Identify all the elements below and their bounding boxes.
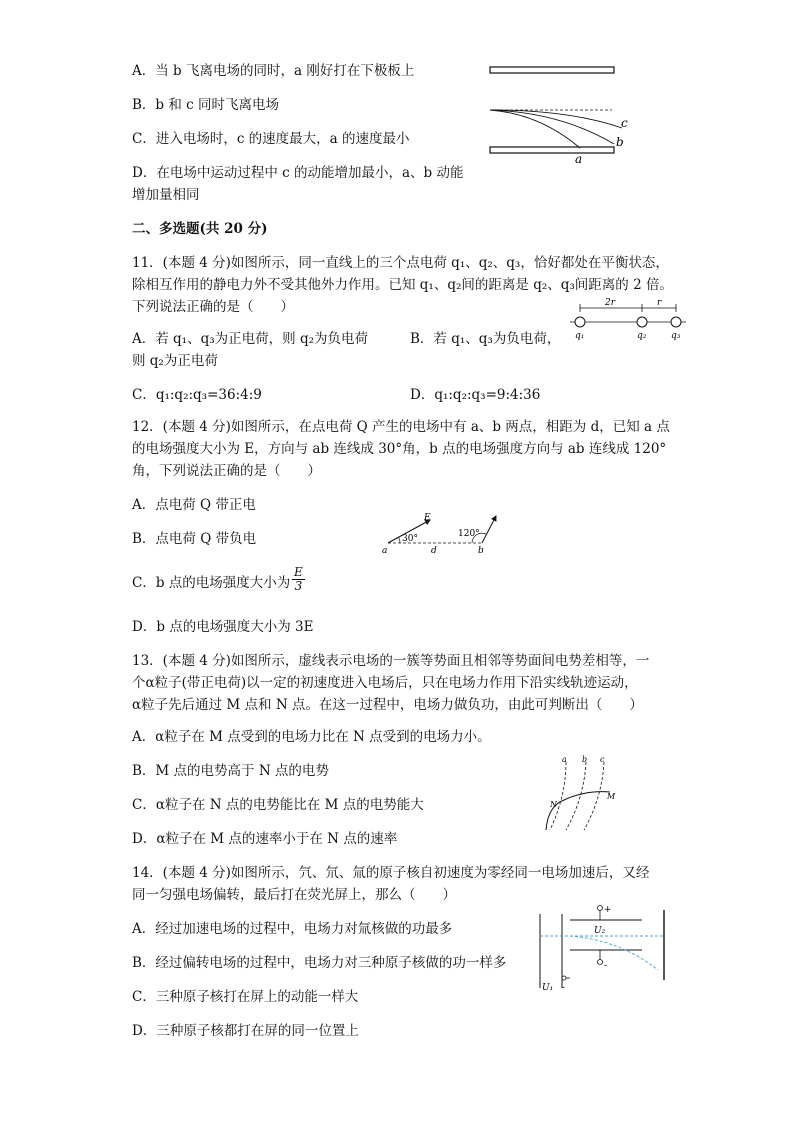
label-30: 30°: [402, 534, 418, 544]
label-U2: U₂: [594, 926, 606, 936]
label-2r: 2r: [605, 298, 616, 308]
q10-option-b: B．b 和 c 同时飞离电场: [132, 97, 279, 113]
q13-option-d: D．α粒子在 M 点的速率小于在 N 点的速率: [132, 831, 398, 847]
q11-option-b: B．若 q₁、q₃为负电荷，: [410, 331, 561, 347]
q14-option-d: D．三种原子核都打在屏的同一位置上: [132, 1023, 359, 1039]
q11-figure: [568, 296, 692, 342]
q10-option-c: C．进入电场时，c 的速度最大，a 的速度最小: [132, 131, 410, 147]
label-r: r: [657, 298, 662, 308]
label-a: a: [562, 755, 567, 764]
label-N: N: [550, 800, 557, 809]
q12-option-c: C．b 点的电场强度大小为: [132, 575, 291, 591]
q13-stem-2: 个α粒子(带正电荷)以一定的初速度进入电场后，只在电场力作用下沿实线轨迹运动，: [132, 675, 638, 691]
terminal-top: [598, 906, 603, 911]
q12-figure: [378, 508, 502, 556]
q13-option-c: C．α粒子在 N 点的电势能比在 M 点的电势能大: [132, 797, 424, 813]
label-a: a: [575, 152, 583, 166]
q12-stem-2: 的电场强度大小为 E，方向与 ab 连线成 30°角，b 点的电场强度方向与 ab 连线成 120°: [132, 441, 667, 457]
label-M: M: [607, 792, 616, 801]
q10-option-d-cont: 增加量相同: [132, 187, 200, 203]
q14-option-c: C．三种原子核打在屏上的动能一样大: [132, 989, 359, 1005]
q11-stem-1: 11．(本题 4 分)如图所示，同一直线上的三个点电荷 q₁、q₂、q₃，恰好都处在平衡状态，: [132, 255, 669, 271]
label-d: d: [431, 546, 437, 556]
q14-stem-1: 14．(本题 4 分)如图所示，氕、氘、氚的原子核自初速度为零经同一电场加速后，又经: [132, 865, 650, 881]
particle-trajectory: [546, 792, 610, 830]
q12-option-b: B．点电荷 Q 带负电: [132, 531, 257, 547]
q13-stem-3: α粒子先后通过 M 点和 N 点。在这一过程中，电场力做负功，由此可判断出（ ）: [132, 697, 643, 713]
label-q3: q₃: [671, 331, 681, 341]
label-a: a: [382, 546, 388, 556]
q12-stem-3: 角，下列说法正确的是（ ）: [132, 463, 321, 479]
q11-option-d: D．q₁:q₂:q₃=9:4:36: [410, 387, 541, 403]
label-q2: q₂: [637, 331, 647, 341]
charge-q2: [637, 317, 647, 327]
label-c: c: [600, 755, 605, 764]
label-minus-left: -: [562, 983, 566, 993]
q12-stem-1: 12．(本题 4 分)如图所示，在点电荷 Q 产生的电场中有 a、b 两点，相距为 d，已知 a 点: [132, 419, 670, 435]
trajectory-a: [490, 110, 580, 148]
q11-option-b-cont: 则 q₂为正电荷: [132, 353, 218, 369]
field-arrow-b: [482, 516, 496, 543]
q14-stem-2: 同一匀强电场偏转，最后打在荧光屏上，那么（ ）: [132, 887, 456, 903]
label-120: 120°: [458, 529, 480, 539]
q14-option-b: B．经过偏转电场的过程中，电场力对三种原子核做的功一样多: [132, 955, 507, 971]
q12-option-d: D．b 点的电场强度大小为 3E: [132, 619, 314, 635]
label-E: E: [424, 513, 431, 523]
label-b: b: [478, 546, 484, 556]
label-q1: q₁: [575, 331, 585, 341]
equipotential-a: [550, 762, 566, 830]
label-c: c: [621, 116, 628, 130]
q10-option-a: A．当 b 飞离电场的同时，a 刚好打在下极板上: [132, 63, 415, 79]
q13-stem-1: 13．(本题 4 分)如图所示，虚线表示电场的一簇等势面且相邻等势面间电势差相等，一: [132, 653, 650, 669]
label-U1: U₁: [542, 983, 554, 993]
q10-option-d: D．在电场中运动过程中 c 的动能增加最小，a、b 动能: [132, 165, 464, 181]
label-minus-bottom: -: [604, 961, 608, 971]
q11-stem-2: 除相互作用的静电力外不受其他外力作用。已知 q₁、q₂间的距离是 q₂、q₃间距离的 2 倍。: [132, 277, 673, 293]
equipotential-c: [584, 762, 604, 830]
label-plus-top: +: [604, 905, 612, 915]
q12-option-c-fraction: [292, 566, 305, 593]
q11-stem-3: 下列说法正确的是（ ）: [132, 299, 294, 315]
q14-option-a: A．经过加速电场的过程中，电场力对氚核做的功最多: [132, 921, 453, 937]
angle-arc-a: [399, 537, 401, 543]
charge-q1: [575, 317, 585, 327]
terminal-u1: [562, 976, 566, 980]
q11-option-c: C．q₁:q₂:q₃=36:4:9: [132, 387, 262, 403]
section-heading: 二、多选题(共 20 分): [132, 221, 268, 237]
lower-plate: [490, 147, 614, 153]
terminal-bottom: [598, 960, 603, 965]
deflection-path: [570, 936, 658, 970]
q13-option-b: B．M 点的电势高于 N 点的电势: [132, 763, 329, 779]
q11-option-a: A．若 q₁、q₃为正电荷，则 q₂为负电荷: [132, 331, 368, 347]
upper-plate: [490, 67, 614, 73]
q12-option-a: A．点电荷 Q 带正电: [132, 497, 256, 513]
q13-option-a: A．α粒子在 M 点受到的电场力比在 N 点受到的电场力小。: [132, 729, 491, 745]
q13-figure: [540, 752, 630, 834]
label-b: b: [582, 755, 588, 764]
label-b: b: [616, 135, 624, 149]
q10-figure: [480, 60, 640, 168]
fraction-denominator: 3: [294, 579, 303, 593]
trajectory-b: [490, 110, 614, 144]
fraction-numerator: E: [294, 565, 303, 579]
q14-figure: [530, 900, 680, 996]
charge-q3: [671, 317, 681, 327]
